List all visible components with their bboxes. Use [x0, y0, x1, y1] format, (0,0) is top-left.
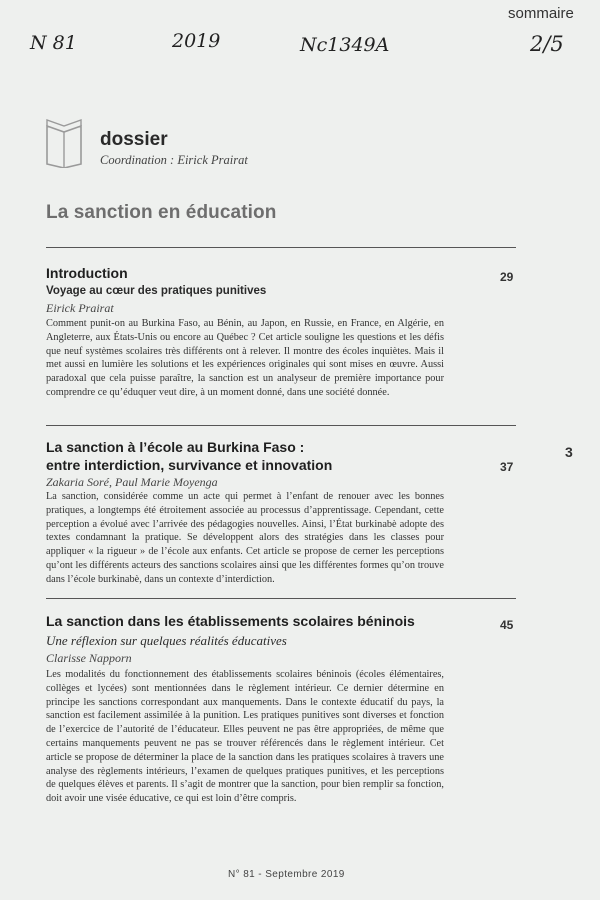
handwritten-page-ref: 2/5 — [530, 32, 564, 56]
article-3-subtitle: Une réflexion sur quelques réalités éducatives — [46, 633, 287, 648]
article-1-abstract: Comment punit-on au Burkina Faso, au Bénin, au Japon, en Russie, en France, en Algérie, en Angleterre, aux États-Unis ou encore au Québec ? Cet article souligne les questions et les défis que neuf systèmes scolaires très différents ont à relever. Il montre des écoles inquiètes. Mais il met aussi en lumière les solutions et les expériences originales qui sont mises en œuvre. Aussi paradoxal que cela puisse paraître, la sanction est un analyseur de première importance pour comprendre ce qu’éduquer veut dire, à un moment donné, dans une société donnée. — [46, 318, 444, 398]
handwritten-reference: Nc1349A — [300, 34, 390, 56]
coordination-line: Coordination : Eirick Prairat — [100, 153, 248, 167]
article-3-title: La sanction dans les établissements scolaires béninois — [46, 613, 415, 629]
article-3-author: Clarisse Napporn — [46, 651, 132, 665]
divider — [46, 425, 516, 426]
side-page-number: 3 — [565, 444, 573, 460]
article-2-author: Zakaria Soré, Paul Marie Moyenga — [46, 475, 218, 489]
divider — [46, 247, 516, 248]
handwritten-year: 2019 — [172, 30, 221, 52]
sommaire-label: sommaire — [508, 5, 574, 22]
article-2-title-line-2: entre interdiction, survivance et innovation — [46, 457, 333, 473]
article-1-title: Introduction — [46, 265, 128, 281]
book-icon — [44, 118, 84, 168]
article-3-abstract: Les modalités du fonctionnement des établissements scolaires béninois (écoles élémentaires, collèges et lycées) sont mentionnées dans le règlement intérieur. Ce dernier détermine en principe les sanctions correspondant aux manquements. Dans le contexte éducatif du pays, la sanction est facilement assimilée à la punition. Les pratiques punitives sont diverses et fonction de l’exercice de l’autorité de l’éducateur. Elles peuvent ne pas être appropriées, de même que certains manquements peuvent ne pas se trouver référencés dans le règlement intérieur. Cet article se propose de déterminer la place de la sanction dans les pratiques scolaires à travers une analyse des règlements intérieurs, l’examen de quelques pratiques punitives, et les perceptions de quelques élèves et parents. Il s’agit de montrer que la sanction, pour bien remplir sa fonction, doit avoir une visée éducative, ce qui est loin d’être compris. — [46, 669, 444, 805]
divider — [46, 598, 516, 599]
article-2-abstract: La sanction, considérée comme un acte qui permet à l’enfant de renouer avec les bonnes pratiques, a longtemps été étroitement associée au processus d’apprentissage. Cependant, cette perception a évolué avec l’arrivée des pédagogies nouvelles. Ainsi, l’État burkinabè adopte des textes condamnant la pratique. Se développent alors des stratégies dans les classes pour appliquer « la rigueur » de l’école aux enfants. Cet article se propose de cerner les perceptions qu’ont les différents acteurs des sanctions scolaires ainsi que les différentes formes qu’on trouve dans l’école burkinabè, dans un contexte d’interdiction. — [46, 491, 444, 585]
article-1-author: Eirick Prairat — [46, 301, 114, 315]
dossier-title: La sanction en éducation — [46, 202, 277, 223]
article-1-subtitle: Voyage au cœur des pratiques punitives — [46, 285, 267, 297]
article-2-page: 37 — [500, 460, 514, 474]
article-2-title-line-1: La sanction à l’école au Burkina Faso : — [46, 439, 305, 455]
dossier-heading: dossier — [100, 129, 168, 150]
footer-issue-date: N° 81 - Septembre 2019 — [228, 869, 345, 880]
handwritten-issue-number: N 81 — [30, 32, 77, 54]
article-1-page: 29 — [500, 270, 514, 284]
article-3-page: 45 — [500, 618, 514, 632]
